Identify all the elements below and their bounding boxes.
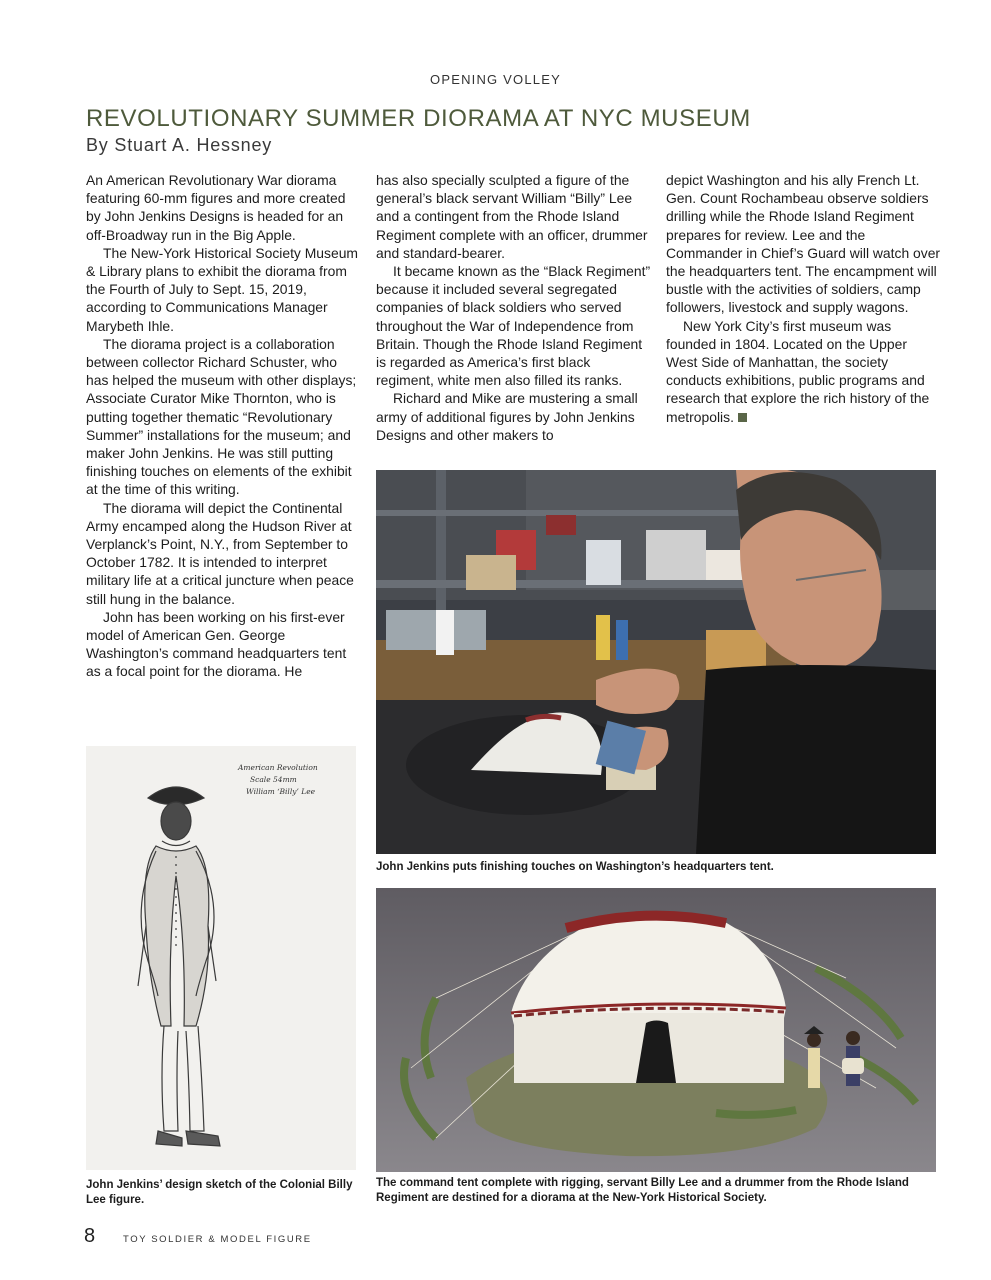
article-column-1: [86, 171, 362, 681]
article-column-3: [666, 171, 942, 426]
paragraph: depict Washington and his ally French Lt. Gen. Count Rochambeau observe soldiers drilling while the Rhode Island Regiment prepares for review. Lee and the Commander in Chief’s Guard will watch over the headquarters tent. The encampment will bustle with the activities of soldiers, camp followers, livestock and supply wagons.: [666, 172, 941, 316]
tent-diorama-photo: [376, 888, 936, 1172]
paragraph: The diorama will depict the Continental Army encamped along the Hudson River at Verplanck’s Point, N.Y., from September to October 1782. It is intended to interpret military life at a critical juncture when peace still hung in the balance.: [86, 499, 354, 607]
workshop-photo: [376, 470, 936, 854]
article-headline: REVOLUTIONARY SUMMER DIORAMA AT NYC MUSEUM: [86, 105, 751, 132]
section-label: OPENING VOLLEY: [430, 72, 561, 87]
paragraph: Richard and Mike are mustering a small army of additional figures by John Jenkins Designs and other makers to: [376, 390, 638, 443]
paragraph: The New-York Historical Society Museum & Library plans to exhibit the diorama from the Fourth of July to Sept. 15, 2019, according to Communications Manager Marybeth Ihle.: [86, 244, 359, 334]
workshop-photo-caption: John Jenkins puts finishing touches on Washington’s headquarters tent.: [376, 861, 774, 873]
sketch-image: [86, 746, 356, 1170]
paragraph-final: [666, 317, 942, 426]
sketch-note-subject: William ‘Billy’ Lee: [246, 787, 316, 796]
workshop-photo-illustration: [376, 470, 936, 854]
paragraph: An American Revolutionary War diorama featuring 60-mm figures and more created by John Jenkins Designs is headed for an off-Broadway run in the Big Apple.: [86, 172, 346, 243]
paragraph: The diorama project is a collaboration between collector Richard Schuster, who has helped the museum with other displays; Associate Curator Mike Thornton, who is putting together thematic “Revolutionary Summer” installations for the museum; and maker John Jenkins. He was still putting finishing touches on elements of the exhibit at the time of this writing.: [86, 335, 357, 498]
sketch-caption: John Jenkins’ design sketch of the Colonial Billy Lee figure.: [86, 1179, 353, 1206]
paragraph: It became known as the “Black Regiment” because it included several segregated companies of black soldiers who served throughout the War of Independence from Britain. Though the Rhode Island Regiment is regarded as America’s first black regiment, white men also filled its ranks.: [376, 263, 651, 389]
page-number: 8: [84, 1225, 96, 1247]
tent-diorama-illustration: [376, 888, 936, 1172]
article-column-2: [376, 171, 652, 444]
paragraph-text: New York City’s first museum was founded in 1804. Located on the Upper West Side of Manhattan, the society conducts exhibitions, public programs and research that explore the rich history of the metropolis.: [666, 317, 930, 425]
article-byline: By Stuart A. Hessney: [86, 135, 273, 155]
tent-photo-caption: The command tent complete with rigging, servant Billy Lee and a drummer from the Rhode Island Regiment are destined for a diorama at the New-York Historical Society.: [376, 1177, 909, 1204]
paragraph: has also specially sculpted a figure of the general’s black servant William “Billy” Lee and a contingent from the Rhode Island Regiment complete with an officer, drummer and standard-bearer.: [376, 172, 648, 261]
publication-name: TOY SOLDIER & MODEL FIGURE: [123, 1234, 312, 1245]
sketch-note-scale: Scale 54mm: [250, 775, 297, 784]
end-of-article-mark: [738, 413, 747, 422]
sketch-figure-drawing: [86, 746, 356, 1170]
sketch-note-title: American Revolution: [238, 763, 318, 772]
paragraph: John has been working on his first-ever model of American Gen. George Washington’s command headquarters tent as a focal point for the diorama. He: [86, 608, 347, 680]
